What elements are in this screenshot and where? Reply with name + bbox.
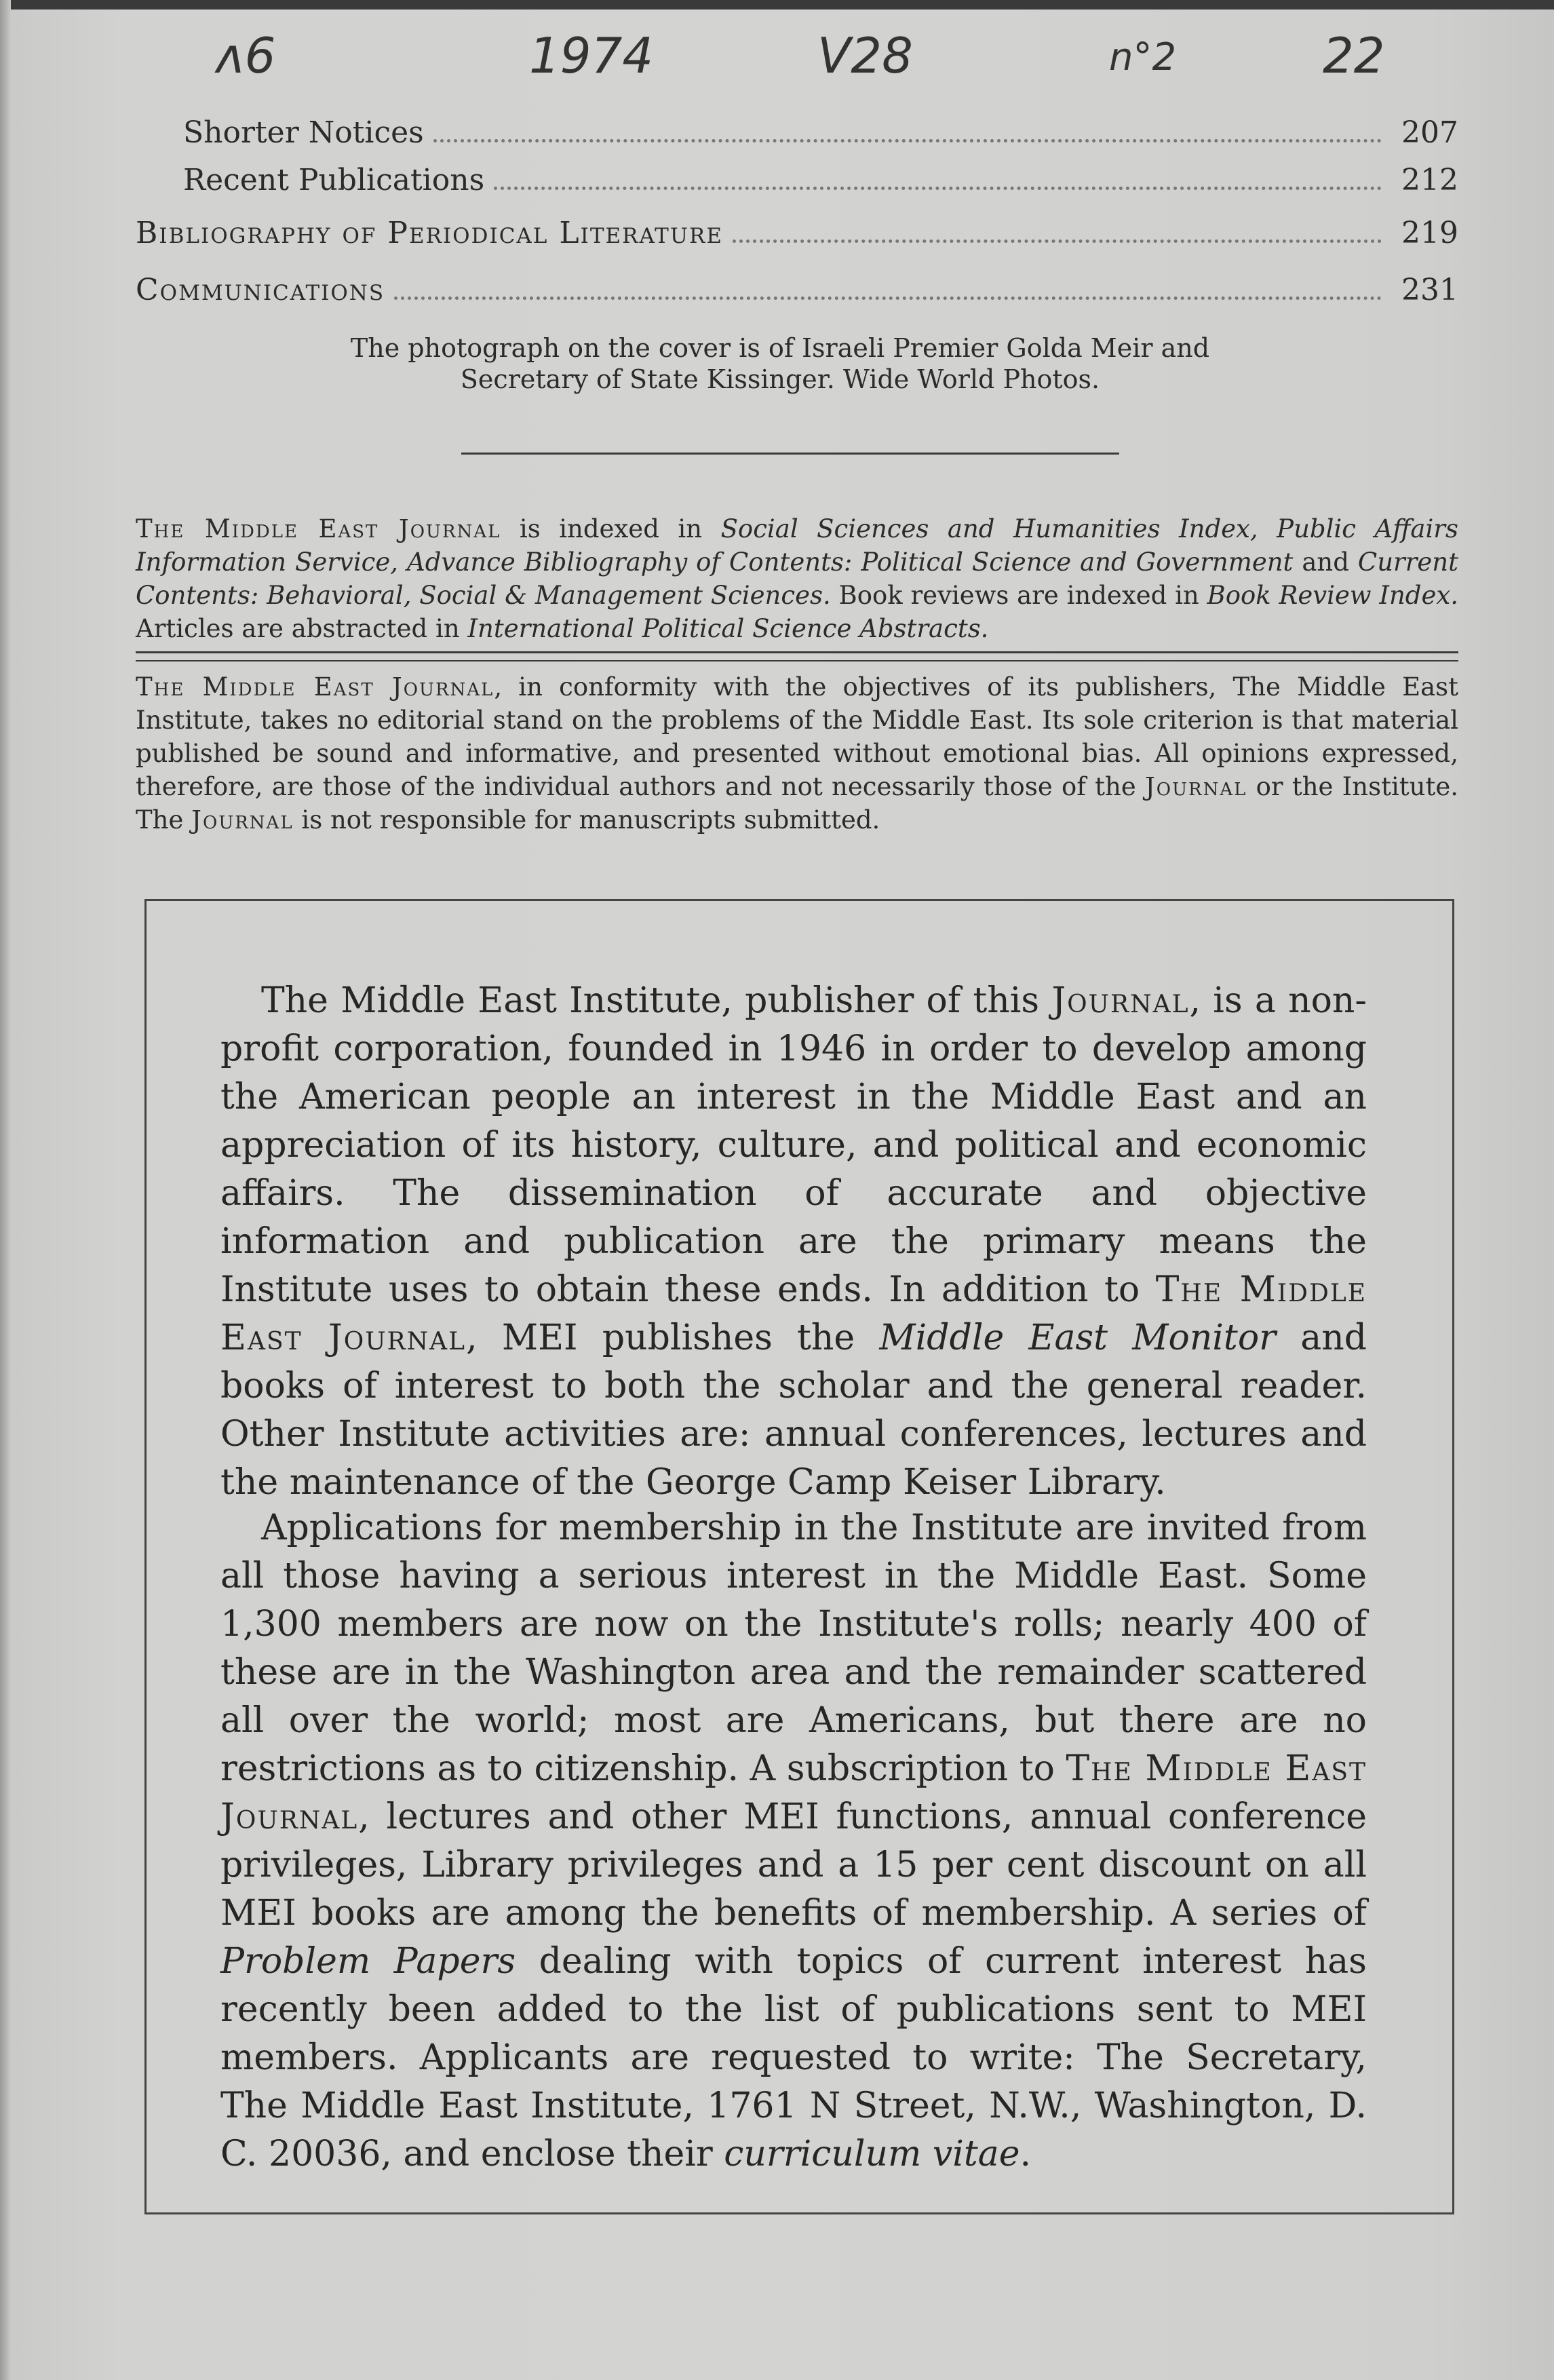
double-rule bbox=[136, 651, 1458, 661]
toc-page: 219 bbox=[1401, 216, 1458, 250]
journal-name: Journal bbox=[1051, 980, 1190, 1021]
toc-page: 207 bbox=[1401, 115, 1458, 150]
membership-info bbox=[220, 1504, 1367, 2179]
text-run: Articles are abstracted in bbox=[136, 614, 468, 643]
text-run: or the Institute. The bbox=[136, 772, 1458, 834]
toc-leader bbox=[394, 296, 1382, 300]
handwritten-mark-right: 22 bbox=[1323, 27, 1385, 84]
publication-title: Problem Papers bbox=[220, 1941, 516, 1982]
institute-description bbox=[220, 977, 1367, 1507]
handwritten-mark: ʌ6 bbox=[216, 27, 276, 84]
caption-line: Secretary of State Kissinger. Wide World Photos. bbox=[460, 364, 1100, 394]
journal-name: Journal bbox=[1144, 772, 1247, 801]
divider bbox=[461, 453, 1119, 455]
toc-row[interactable] bbox=[136, 216, 1458, 263]
toc-row[interactable] bbox=[136, 163, 1458, 210]
text-run: , in conformity with the objectives of its publishers, The Middle East Institute, takes no editorial stand on the problems of the Middle East. Its sole criterion is that material published be sound and informative, and presented without emotional bias. All opinions expressed, therefore, are those of the individual authors and not necessarily those of the bbox=[136, 672, 1459, 801]
index-titles: Book Review Index. bbox=[1207, 581, 1458, 610]
publication-title: Middle East Monitor bbox=[879, 1318, 1276, 1358]
index-titles: Current Contents: Behavioral, Social & Management Sciences. bbox=[136, 548, 1458, 610]
handwritten-volume: V28 bbox=[817, 27, 913, 84]
toc-page: 212 bbox=[1401, 163, 1458, 197]
indexing-note bbox=[136, 512, 1458, 645]
paragraph bbox=[220, 1504, 1367, 2179]
scan-top-edge bbox=[0, 0, 1554, 9]
toc-leader bbox=[433, 139, 1382, 142]
toc-label: Bibliography of Periodical Literature bbox=[136, 216, 723, 250]
text-run: is indexed in bbox=[501, 514, 721, 543]
journal-name: The Middle East Journal bbox=[220, 1269, 1367, 1358]
text-run: Applications for membership in the Institute are invited from all those having a serious interest in the Middle East. Some 1,300 members are now on the Institute's rolls; nearly 400 of these are in the Washington area and the remainder scattered all over the world; most are Americans, but there are no restrictions as to citizenship. A subscription to bbox=[220, 1508, 1367, 1789]
handwritten-number: n°2 bbox=[1109, 35, 1177, 79]
cover-caption bbox=[203, 332, 1357, 395]
latin-term: curriculum vitae bbox=[724, 2134, 1020, 2174]
caption-line: The photograph on the cover is of Israeli Premier Golda Meir and bbox=[350, 333, 1210, 363]
paragraph bbox=[220, 977, 1367, 1507]
text-run: , lectures and other MEI functions, annual conference privileges, Library privileges and a 15 per cent discount on all MEI books are among the benefits of membership. A series of bbox=[220, 1797, 1367, 1934]
scan-left-edge bbox=[0, 0, 11, 2380]
text-run: is not responsible for manuscripts submitted. bbox=[293, 805, 880, 834]
toc-label: Communications bbox=[136, 273, 385, 307]
toc-label: Recent Publications bbox=[183, 163, 485, 197]
text-run: Book reviews are indexed in bbox=[830, 581, 1207, 610]
toc-label: Shorter Notices bbox=[183, 115, 424, 150]
text-run: dealing with topics of current interest has recently been added to the list of publications sent to MEI members. Applicants are requested to write: The Secretary, The Middle East Institute, 1761 N Street, N.W., Washington, D. C. 20036, and enclose their bbox=[220, 1941, 1367, 2174]
toc-page: 231 bbox=[1401, 273, 1458, 307]
journal-name: The Middle East Journal bbox=[136, 672, 494, 702]
text-run: . bbox=[1019, 2134, 1032, 2174]
text-run: The Middle East Institute, publisher of this bbox=[261, 980, 1052, 1021]
text-run: , MEI publishes the bbox=[466, 1318, 880, 1358]
text-run: and books of interest to both the scholar and the general reader. Other Institute activities are: annual conferences, lectures and the maintenance of the George Camp Keiser Library. bbox=[220, 1318, 1367, 1503]
text-run: , is a non-profit corporation, founded in 1946 in order to develop among the American people an interest in the Middle East and an appreciation of its history, culture, and political and economic affairs. The dissemination of accurate and objective information and publication are the primary means the Institute uses to obtain these ends. In addition to bbox=[220, 980, 1367, 1310]
text-run: and bbox=[1293, 548, 1358, 577]
toc-leader bbox=[494, 187, 1382, 190]
editorial-policy bbox=[136, 670, 1458, 837]
journal-name: The Middle East Journal bbox=[220, 1748, 1367, 1837]
index-titles: International Political Science Abstracts. bbox=[467, 614, 989, 643]
handwritten-year: 1974 bbox=[529, 27, 654, 84]
journal-name: The Middle East Journal bbox=[136, 514, 501, 543]
toc-row[interactable] bbox=[136, 273, 1458, 320]
journal-name: Journal bbox=[191, 805, 294, 834]
toc-leader bbox=[733, 239, 1382, 243]
index-titles: Social Sciences and Humanities Index, Public Affairs Information Service, Advance Bibliography of Contents: Political Science and Government bbox=[136, 514, 1458, 577]
toc-row[interactable] bbox=[136, 115, 1458, 163]
